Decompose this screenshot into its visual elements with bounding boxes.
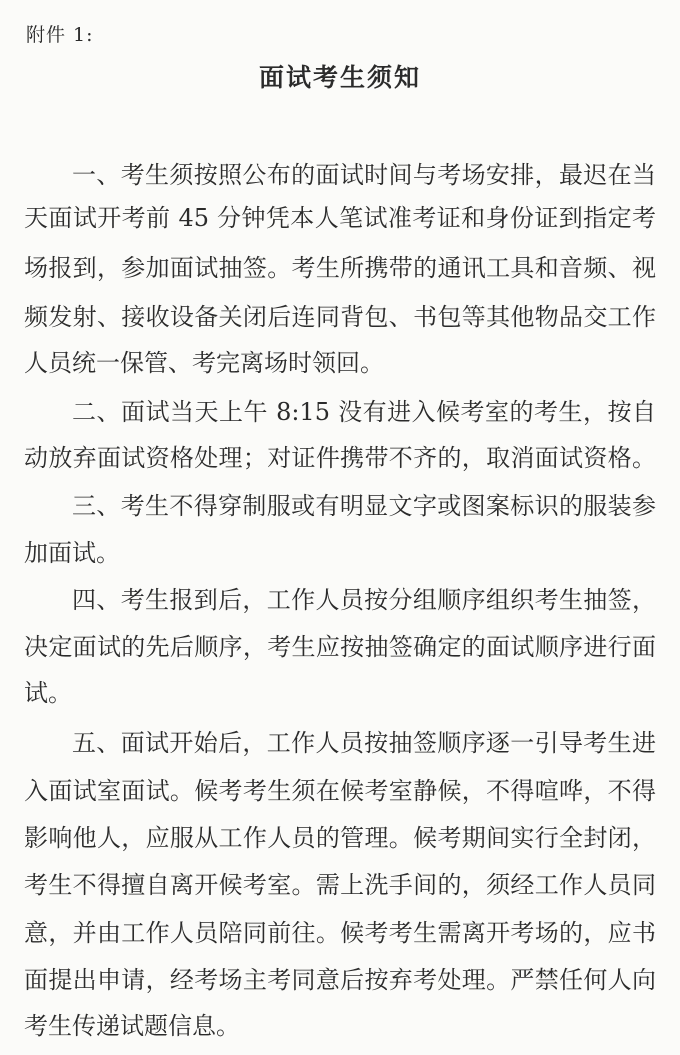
paragraph-1-line-4: 频发射、接收设备关闭后连同背包、书包等其他物品交工作 [24,303,656,331]
paragraph-5-line-5: 意，并由工作人员陪同前往。候考考生需离开考场的，应书 [24,919,656,947]
attachment-label: 附件 1: [26,24,94,46]
paragraph-4-line-2: 决定面试的先后顺序，考生应按抽签确定的面试顺序进行面 [24,633,656,661]
paragraph-1-line-5: 人员统一保管、考完离场时领回。 [24,349,384,377]
paragraph-3-line-1: 三、考生不得穿制服或有明显文字或图案标识的服装参 [72,492,656,520]
paragraph-5-line-6: 面提出申请，经考场主考同意后按弃考处理。严禁任何人向 [24,966,656,994]
paragraph-5-line-1: 五、面试开始后，工作人员按抽签顺序逐一引导考生进 [72,729,656,757]
paragraph-2-line-1: 二、面试当天上午 8:15 没有进入候考室的考生，按自 [72,398,656,426]
paragraph-5-line-2: 入面试室面试。候考考生须在候考室静候，不得喧哗，不得 [24,777,656,805]
paragraph-5-line-4: 考生不得擅自离开候考室。需上洗手间的，须经工作人员同 [24,871,656,899]
paragraph-5-line-7: 考生传递试题信息。 [24,1012,240,1040]
paragraph-3-line-2: 加面试。 [24,539,120,567]
paragraph-2-line-2: 动放弃面试资格处理；对证件携带不齐的，取消面试资格。 [24,444,656,472]
paragraph-4-line-3: 试。 [24,679,72,707]
paragraph-1-line-2: 天面试开考前 45 分钟凭本人笔试准考证和身份证到指定考 [24,204,656,232]
paragraph-4-line-1: 四、考生报到后，工作人员按分组顺序组织考生抽签， [72,586,656,614]
document-title: 面试考生须知 [258,63,421,92]
paragraph-1-line-1: 一、考生须按照公布的面试时间与考场安排，最迟在当 [72,161,656,189]
paragraph-5-line-3: 影响他人，应服从工作人员的管理。候考期间实行全封闭， [24,824,656,852]
paragraph-1-line-3: 场报到，参加面试抽签。考生所携带的通讯工具和音频、视 [24,254,656,282]
